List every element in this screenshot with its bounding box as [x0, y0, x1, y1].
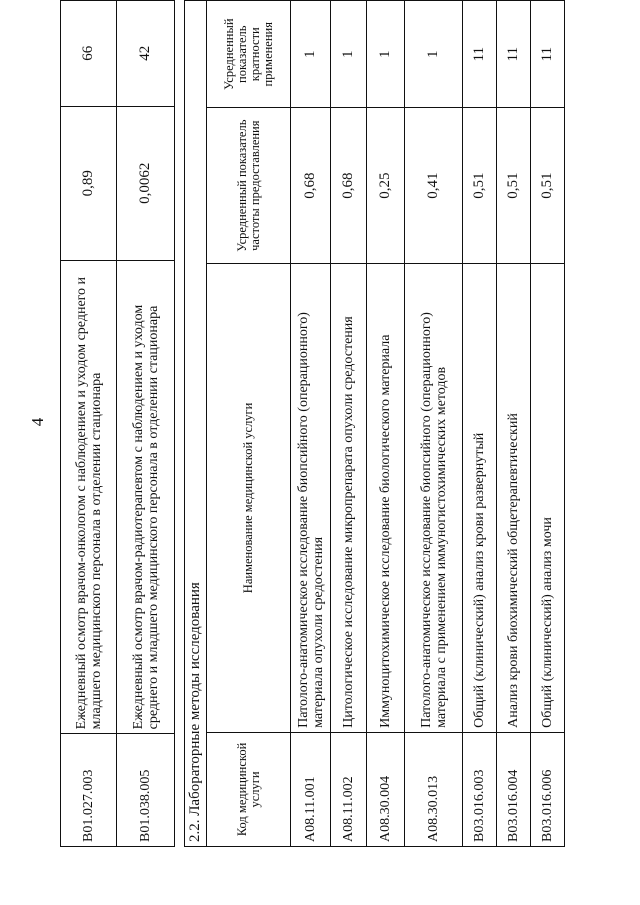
service-name: Цитологическое исследование микропрепарата опухоли средостения: [331, 263, 367, 732]
frequency-value: 0,89: [61, 106, 117, 261]
multiplicity-value: 1: [291, 1, 331, 108]
service-name: Общий (клинический) анализ крови развернутый: [463, 263, 497, 732]
service-code: B01.027.003: [61, 734, 117, 847]
service-code: A08.11.002: [331, 732, 367, 846]
table-row: [497, 1, 531, 847]
table-row: [463, 1, 497, 847]
service-name: Ежедневный осмотр врачом-радиотерапевтом с наблюдением и уходом среднего и младшего медицинского персонала в отделении стационара: [117, 261, 175, 734]
service-code: B03.016.006: [531, 732, 565, 846]
table-row: [367, 1, 405, 847]
table-row: [531, 1, 565, 847]
multiplicity-value: 42: [117, 1, 175, 107]
header-code: Код медицинской услуги: [207, 732, 291, 846]
multiplicity-value: 11: [463, 1, 497, 108]
service-name: Патолого-анатомическое исследование биопсийного (операционного) материала с применением иммуногистохимических методов: [405, 263, 463, 732]
frequency-value: 0,51: [463, 108, 497, 263]
table-row: [331, 1, 367, 847]
frequency-value: 0,0062: [117, 106, 175, 261]
multiplicity-value: 66: [61, 1, 117, 107]
service-name: Общий (клинический) анализ мочи: [531, 263, 565, 732]
frequency-value: 0,41: [405, 108, 463, 263]
frequency-value: 0,68: [331, 108, 367, 263]
multiplicity-value: 1: [331, 1, 367, 108]
multiplicity-value: 11: [497, 1, 531, 108]
service-code: A08.11.001: [291, 732, 331, 846]
service-code: B01.038.005: [117, 734, 175, 847]
frequency-value: 0,25: [367, 108, 405, 263]
table-row: [291, 1, 331, 847]
section-title: 2.2. Лабораторные методы исследования: [185, 1, 207, 847]
service-name: Патолого-анатомическое исследование биопсийного (операционного) материала опухоли средостения: [291, 263, 331, 732]
section-row: [185, 1, 207, 847]
multiplicity-value: 11: [531, 1, 565, 108]
table-row: [61, 1, 117, 847]
service-code: A08.30.004: [367, 732, 405, 846]
services-table-1: [60, 0, 175, 847]
frequency-value: 0,51: [497, 108, 531, 263]
page-number: 4: [28, 417, 47, 427]
frequency-value: 0,68: [291, 108, 331, 263]
table-row: [117, 1, 175, 847]
multiplicity-value: 1: [367, 1, 405, 108]
header-frequency: Усредненный показатель частоты предоставления: [207, 108, 291, 263]
service-code: B03.016.003: [463, 732, 497, 846]
service-code: B03.016.004: [497, 732, 531, 846]
header-multiplicity: Усредненный показатель кратности применения: [207, 1, 291, 108]
service-name: Ежедневный осмотр врачом-онкологом с наблюдением и уходом среднего и младшего медицинского персонала в отделении стационара: [61, 261, 117, 734]
header-name: Наименование медицинской услуги: [207, 263, 291, 732]
multiplicity-value: 1: [405, 1, 463, 108]
header-row: [207, 1, 291, 847]
frequency-value: 0,51: [531, 108, 565, 263]
service-code: A08.30.013: [405, 732, 463, 846]
service-name: Анализ крови биохимический общетерапевтический: [497, 263, 531, 732]
table-row: [405, 1, 463, 847]
service-name: Иммуноцитохимическое исследование биологического материала: [367, 263, 405, 732]
lab-methods-table: [184, 0, 565, 847]
